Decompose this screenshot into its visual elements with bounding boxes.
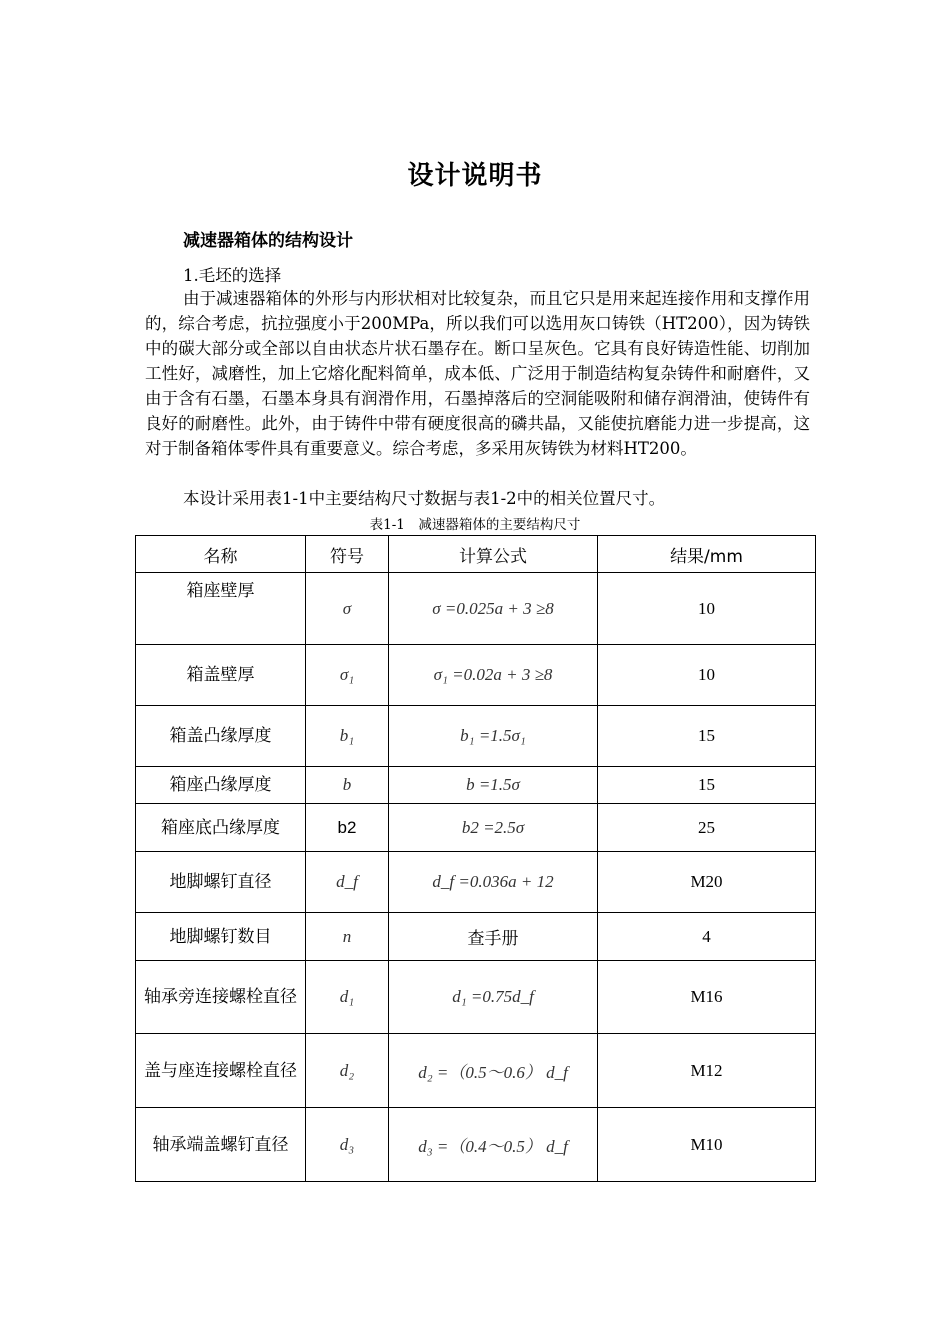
cell-formula: d₁ =0.75d_f — [389, 961, 598, 1034]
cell-name: 盖与座连接螺栓直径 — [136, 1034, 306, 1108]
cell-result: 15 — [598, 706, 816, 767]
cell-symbol: d₂ — [306, 1034, 389, 1108]
section-title: 减速器箱体的结构设计 — [183, 231, 353, 251]
table-row — [136, 1108, 816, 1182]
cell-symbol: b — [306, 767, 389, 804]
subsection-heading: 1.毛坯的选择 — [183, 266, 282, 285]
cell-name: 箱盖凸缘厚度 — [136, 706, 306, 767]
table-row — [136, 645, 816, 706]
cell-name: 轴承端盖螺钉直径 — [136, 1108, 306, 1182]
cell-result: M12 — [598, 1034, 816, 1108]
cell-name: 箱座壁厚 — [136, 573, 306, 645]
cell-symbol: d₃ — [306, 1108, 389, 1182]
table-caption: 表1-1 减速器箱体的主要结构尺寸 — [369, 517, 581, 533]
cell-symbol: d_f — [306, 852, 389, 913]
table-row — [136, 852, 816, 913]
cell-name: 地脚螺钉数目 — [136, 913, 306, 961]
page-title: 设计说明书 — [407, 161, 543, 191]
header-result: 结果/mm — [598, 536, 816, 573]
spec-table — [135, 535, 816, 1182]
cell-symbol: b2 — [306, 804, 389, 852]
cell-name: 轴承旁连接螺栓直径 — [136, 961, 306, 1034]
cell-symbol: n — [306, 913, 389, 961]
header-formula: 计算公式 — [389, 536, 598, 573]
cell-formula: d₂ =（0.5～0.6） d_f — [389, 1034, 598, 1108]
cell-formula: b =1.5σ — [389, 767, 598, 804]
table-row — [136, 1034, 816, 1108]
cell-formula: b2 =2.5σ — [389, 804, 598, 852]
paragraph-reference-text: 本设计采用表1-1中主要结构尺寸数据与表1-2中的相关位置尺寸。 — [183, 489, 666, 508]
cell-name: 箱座凸缘厚度 — [136, 767, 306, 804]
cell-result: 15 — [598, 767, 816, 804]
cell-symbol: σ₁ — [306, 645, 389, 706]
table-header-row — [136, 536, 816, 573]
paragraph-material — [145, 286, 810, 461]
cell-name: 箱盖壁厚 — [136, 645, 306, 706]
cell-symbol: b₁ — [306, 706, 389, 767]
cell-formula: σ =0.025a + 3 ≥8 — [389, 573, 598, 645]
paragraph-reference — [145, 486, 810, 511]
cell-formula: d_f =0.036a + 12 — [389, 852, 598, 913]
cell-name: 地脚螺钉直径 — [136, 852, 306, 913]
table-row — [136, 804, 816, 852]
header-symbol: 符号 — [306, 536, 389, 573]
cell-result: M16 — [598, 961, 816, 1034]
table-row — [136, 706, 816, 767]
cell-result: 10 — [598, 573, 816, 645]
cell-result: M10 — [598, 1108, 816, 1182]
cell-formula: 查手册 — [389, 913, 598, 961]
cell-formula: b₁ =1.5σ₁ — [389, 706, 598, 767]
table-row — [136, 913, 816, 961]
cell-result: M20 — [598, 852, 816, 913]
cell-symbol: σ — [306, 573, 389, 645]
paragraph-material-text: 由于减速器箱体的外形与内形状相对比较复杂，而且它只是用来起连接作用和支撑作用的，综合考虑，抗拉强度小于200MPa，所以我们可以选用灰口铸铁（HT200），因为铸铁中的碳大部分或全部以自由状态片状石墨存在。断口呈灰色。它具有良好铸造性能、切削加工性好，减磨性，加上它熔化配料简单，成本低、广泛用于制造结构复杂铸件和耐磨件，又由于含有石墨，石墨本身具有润滑作用，石墨掉落后的空洞能吸附和储存润滑油，使铸件有良好的耐磨性。此外，由于铸件中带有硬度很高的磷共晶，又能使抗磨能力进一步提高，这对于制备箱体零件具有重要意义。综合考虑，多采用灰铸铁为材料HT200。 — [145, 289, 810, 458]
cell-symbol: d₁ — [306, 961, 389, 1034]
cell-formula: σ₁ =0.02a + 3 ≥8 — [389, 645, 598, 706]
cell-name: 箱座底凸缘厚度 — [136, 804, 306, 852]
table-row — [136, 767, 816, 804]
cell-result: 10 — [598, 645, 816, 706]
cell-result: 25 — [598, 804, 816, 852]
cell-formula: d₃ =（0.4～0.5） d_f — [389, 1108, 598, 1182]
cell-result: 4 — [598, 913, 816, 961]
header-name: 名称 — [136, 536, 306, 573]
table-row — [136, 961, 816, 1034]
table-row — [136, 573, 816, 645]
